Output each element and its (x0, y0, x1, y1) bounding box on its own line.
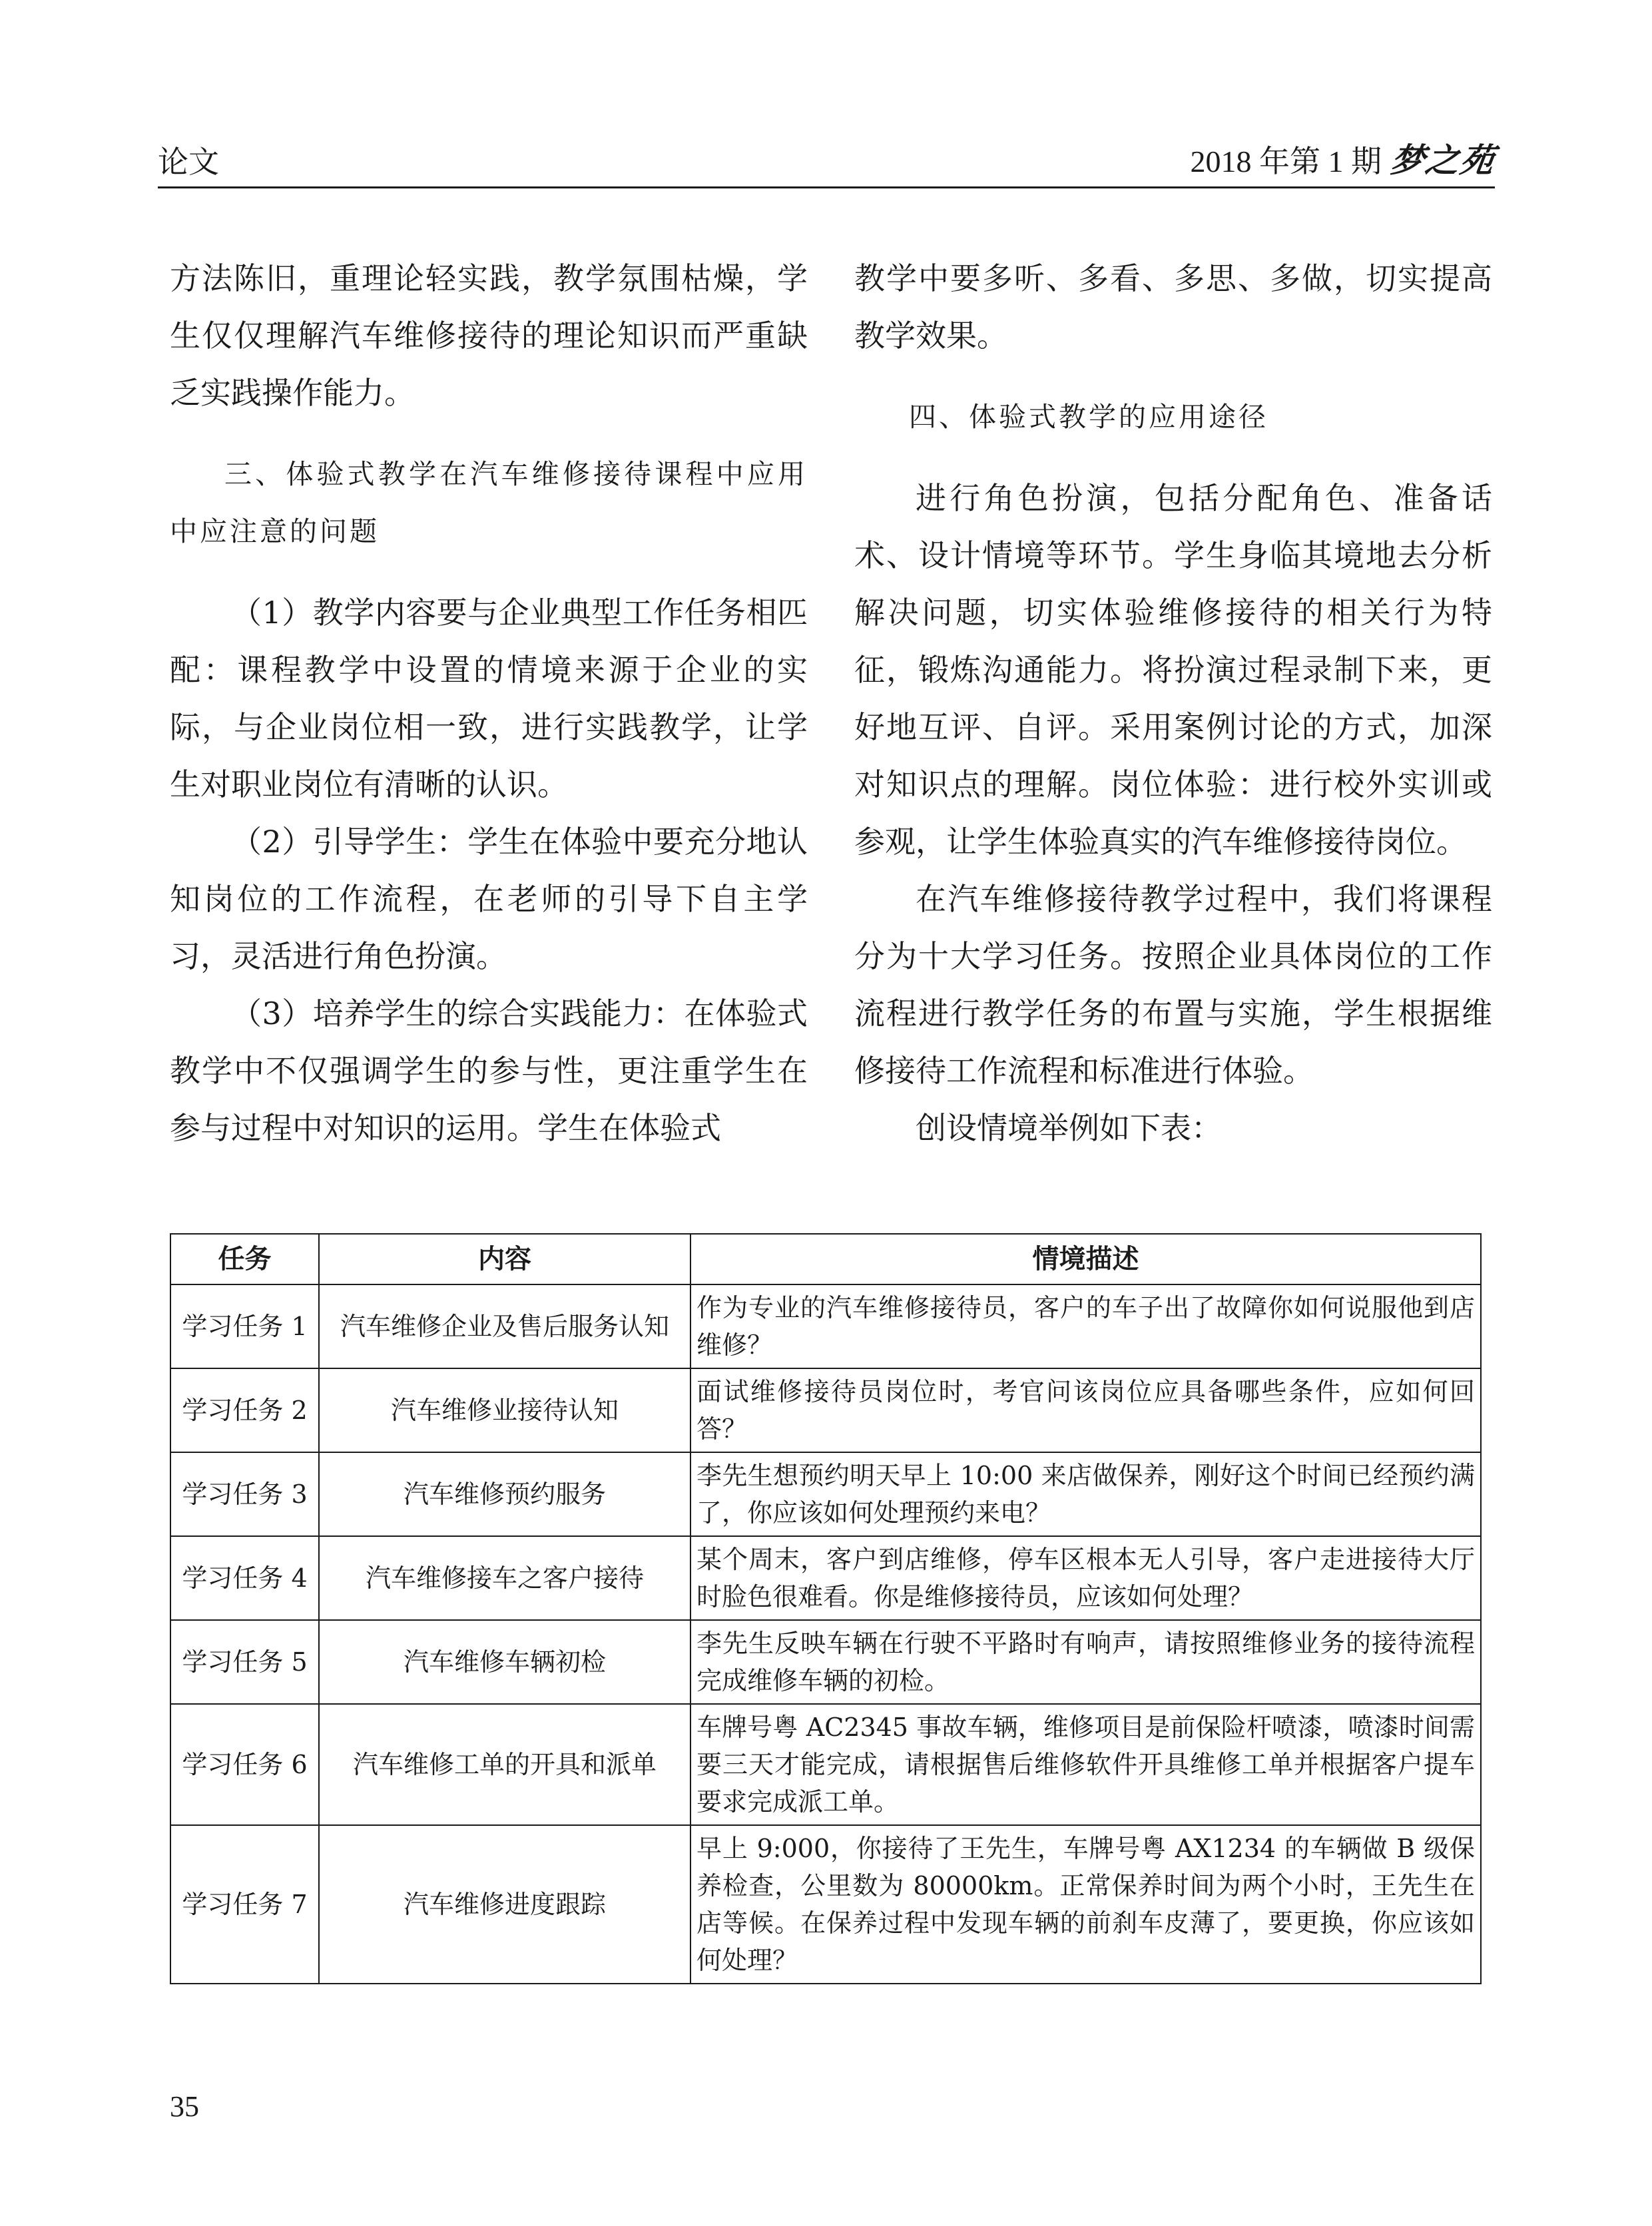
page-number: 35 (170, 2090, 199, 2123)
list-item-3: （3）培养学生的综合实践能力：在体验式教学中不仅强调学生的参与性，更注重学生在参与过程中对知识的运用。学生在体验式 (170, 995, 808, 1146)
scenario-cell: 早上 9:000，你接待了王先生，车牌号粤 AX1234 的车辆做 B 级保养检查，公里数为 80000km。正常保养时间为两个小时，王先生在店等候。在保养过程中发现车辆的前刹车皮薄了，要更换，你应该如何处理？ (690, 1825, 1481, 1984)
scenario-cell: 李先生反映车辆在行驶不平路时有响声，请按照维修业务的接待流程完成维修车辆的初检。 (690, 1620, 1481, 1704)
table-header-row (170, 1234, 1481, 1284)
scenario-cell: 面试维修接待员岗位时，考官问该岗位应具备哪些条件，应如何回答？ (690, 1368, 1481, 1452)
paragraph: 方法陈旧，重理论轻实践，教学氛围枯燥，学生仅仅理解汽车维修接待的理论知识而严重缺乏实践操作能力。 (170, 260, 808, 411)
section-heading-4: 四、体验式教学的应用途径 (909, 401, 1268, 433)
table-row (170, 1536, 1481, 1620)
table-row (170, 1825, 1481, 1984)
table-row (170, 1284, 1481, 1368)
task-cell: 学习任务 2 (170, 1368, 319, 1452)
table-row (170, 1704, 1481, 1825)
task-cell: 学习任务 6 (170, 1704, 319, 1825)
list-item-1: （1）教学内容要与企业典型工作任务相匹配：课程教学中设置的情境来源于企业的实际，与企业岗位相一致，进行实践教学，让学生对职业岗位有清晰的认识。 (170, 595, 808, 802)
column-header-task: 任务 (170, 1234, 319, 1284)
scenario-cell: 作为专业的汽车维修接待员，客户的车子出了故障你如何说服他到店维修？ (690, 1284, 1481, 1368)
task-table (170, 1233, 1482, 1984)
section-heading-3: 三、体验式教学在汽车维修接待课程中应用中应注意的问题 (170, 458, 808, 547)
page-header (158, 127, 1498, 188)
journal-logo: 梦之苑 (1388, 140, 1498, 180)
task-cell: 学习任务 4 (170, 1536, 319, 1620)
scenario-cell: 李先生想预约明天早上 10:00 来店做保养，刚好这个时间已经预约满了，你应该如何处理预约来电？ (690, 1452, 1481, 1536)
content-cell: 汽车维修企业及售后服务认知 (319, 1284, 690, 1368)
content-cell: 汽车维修预约服务 (319, 1452, 690, 1536)
section-label: 论文 (158, 144, 219, 180)
task-cell: 学习任务 1 (170, 1284, 319, 1368)
right-column (854, 250, 1492, 1157)
paragraph: 在汽车维修接待教学过程中，我们将课程分为十大学习任务。按照企业具体岗位的工作流程进行教学任务的布置与实施，学生根据维修接待工作流程和标准进行体验。 (854, 881, 1492, 1089)
content-cell: 汽车维修工单的开具和派单 (319, 1704, 690, 1825)
content-cell: 汽车维修车辆初检 (319, 1620, 690, 1704)
issue-info (1190, 140, 1498, 180)
paragraph: 教学中要多听、多看、多思、多做，切实提高教学效果。 (854, 260, 1492, 354)
left-column (170, 250, 808, 1157)
task-cell: 学习任务 3 (170, 1452, 319, 1536)
scenario-cell: 车牌号粤 AC2345 事故车辆，维修项目是前保险杆喷漆，喷漆时间需要三天才能完成，请根据售后维修软件开具维修工单并根据客户提车要求完成派工单。 (690, 1704, 1481, 1825)
issue-label: 2018 年第 1 期 (1190, 144, 1382, 178)
scenario-cell: 某个周末，客户到店维修，停车区根本无人引导，客户走进接待大厅时脸色很难看。你是维修接待员，应该如何处理？ (690, 1536, 1481, 1620)
column-header-content: 内容 (319, 1234, 690, 1284)
content-cell: 汽车维修进度跟踪 (319, 1825, 690, 1984)
task-cell: 学习任务 5 (170, 1620, 319, 1704)
task-cell: 学习任务 7 (170, 1825, 319, 1984)
content-cell: 汽车维修业接待认知 (319, 1368, 690, 1452)
paragraph: 进行角色扮演，包括分配角色、准备话术、设计情境等环节。学生身临其境地去分析解决问题，切实体验维修接待的相关行为特征，锻炼沟通能力。将扮演过程录制下来，更好地互评、自评。采用案例讨论的方式，加深对知识点的理解。岗位体验：进行校外实训或参观，让学生体验真实的汽车维修接待岗位。 (854, 480, 1492, 860)
table-row (170, 1368, 1481, 1452)
list-item-2: （2）引导学生：学生在体验中要充分地认知岗位的工作流程，在老师的引导下自主学习，灵活进行角色扮演。 (170, 824, 808, 974)
table-row (170, 1452, 1481, 1536)
table-row (170, 1620, 1481, 1704)
column-header-scenario: 情境描述 (690, 1234, 1481, 1284)
paragraph: 创设情境举例如下表： (916, 1110, 1222, 1146)
content-cell: 汽车维修接车之客户接待 (319, 1536, 690, 1620)
